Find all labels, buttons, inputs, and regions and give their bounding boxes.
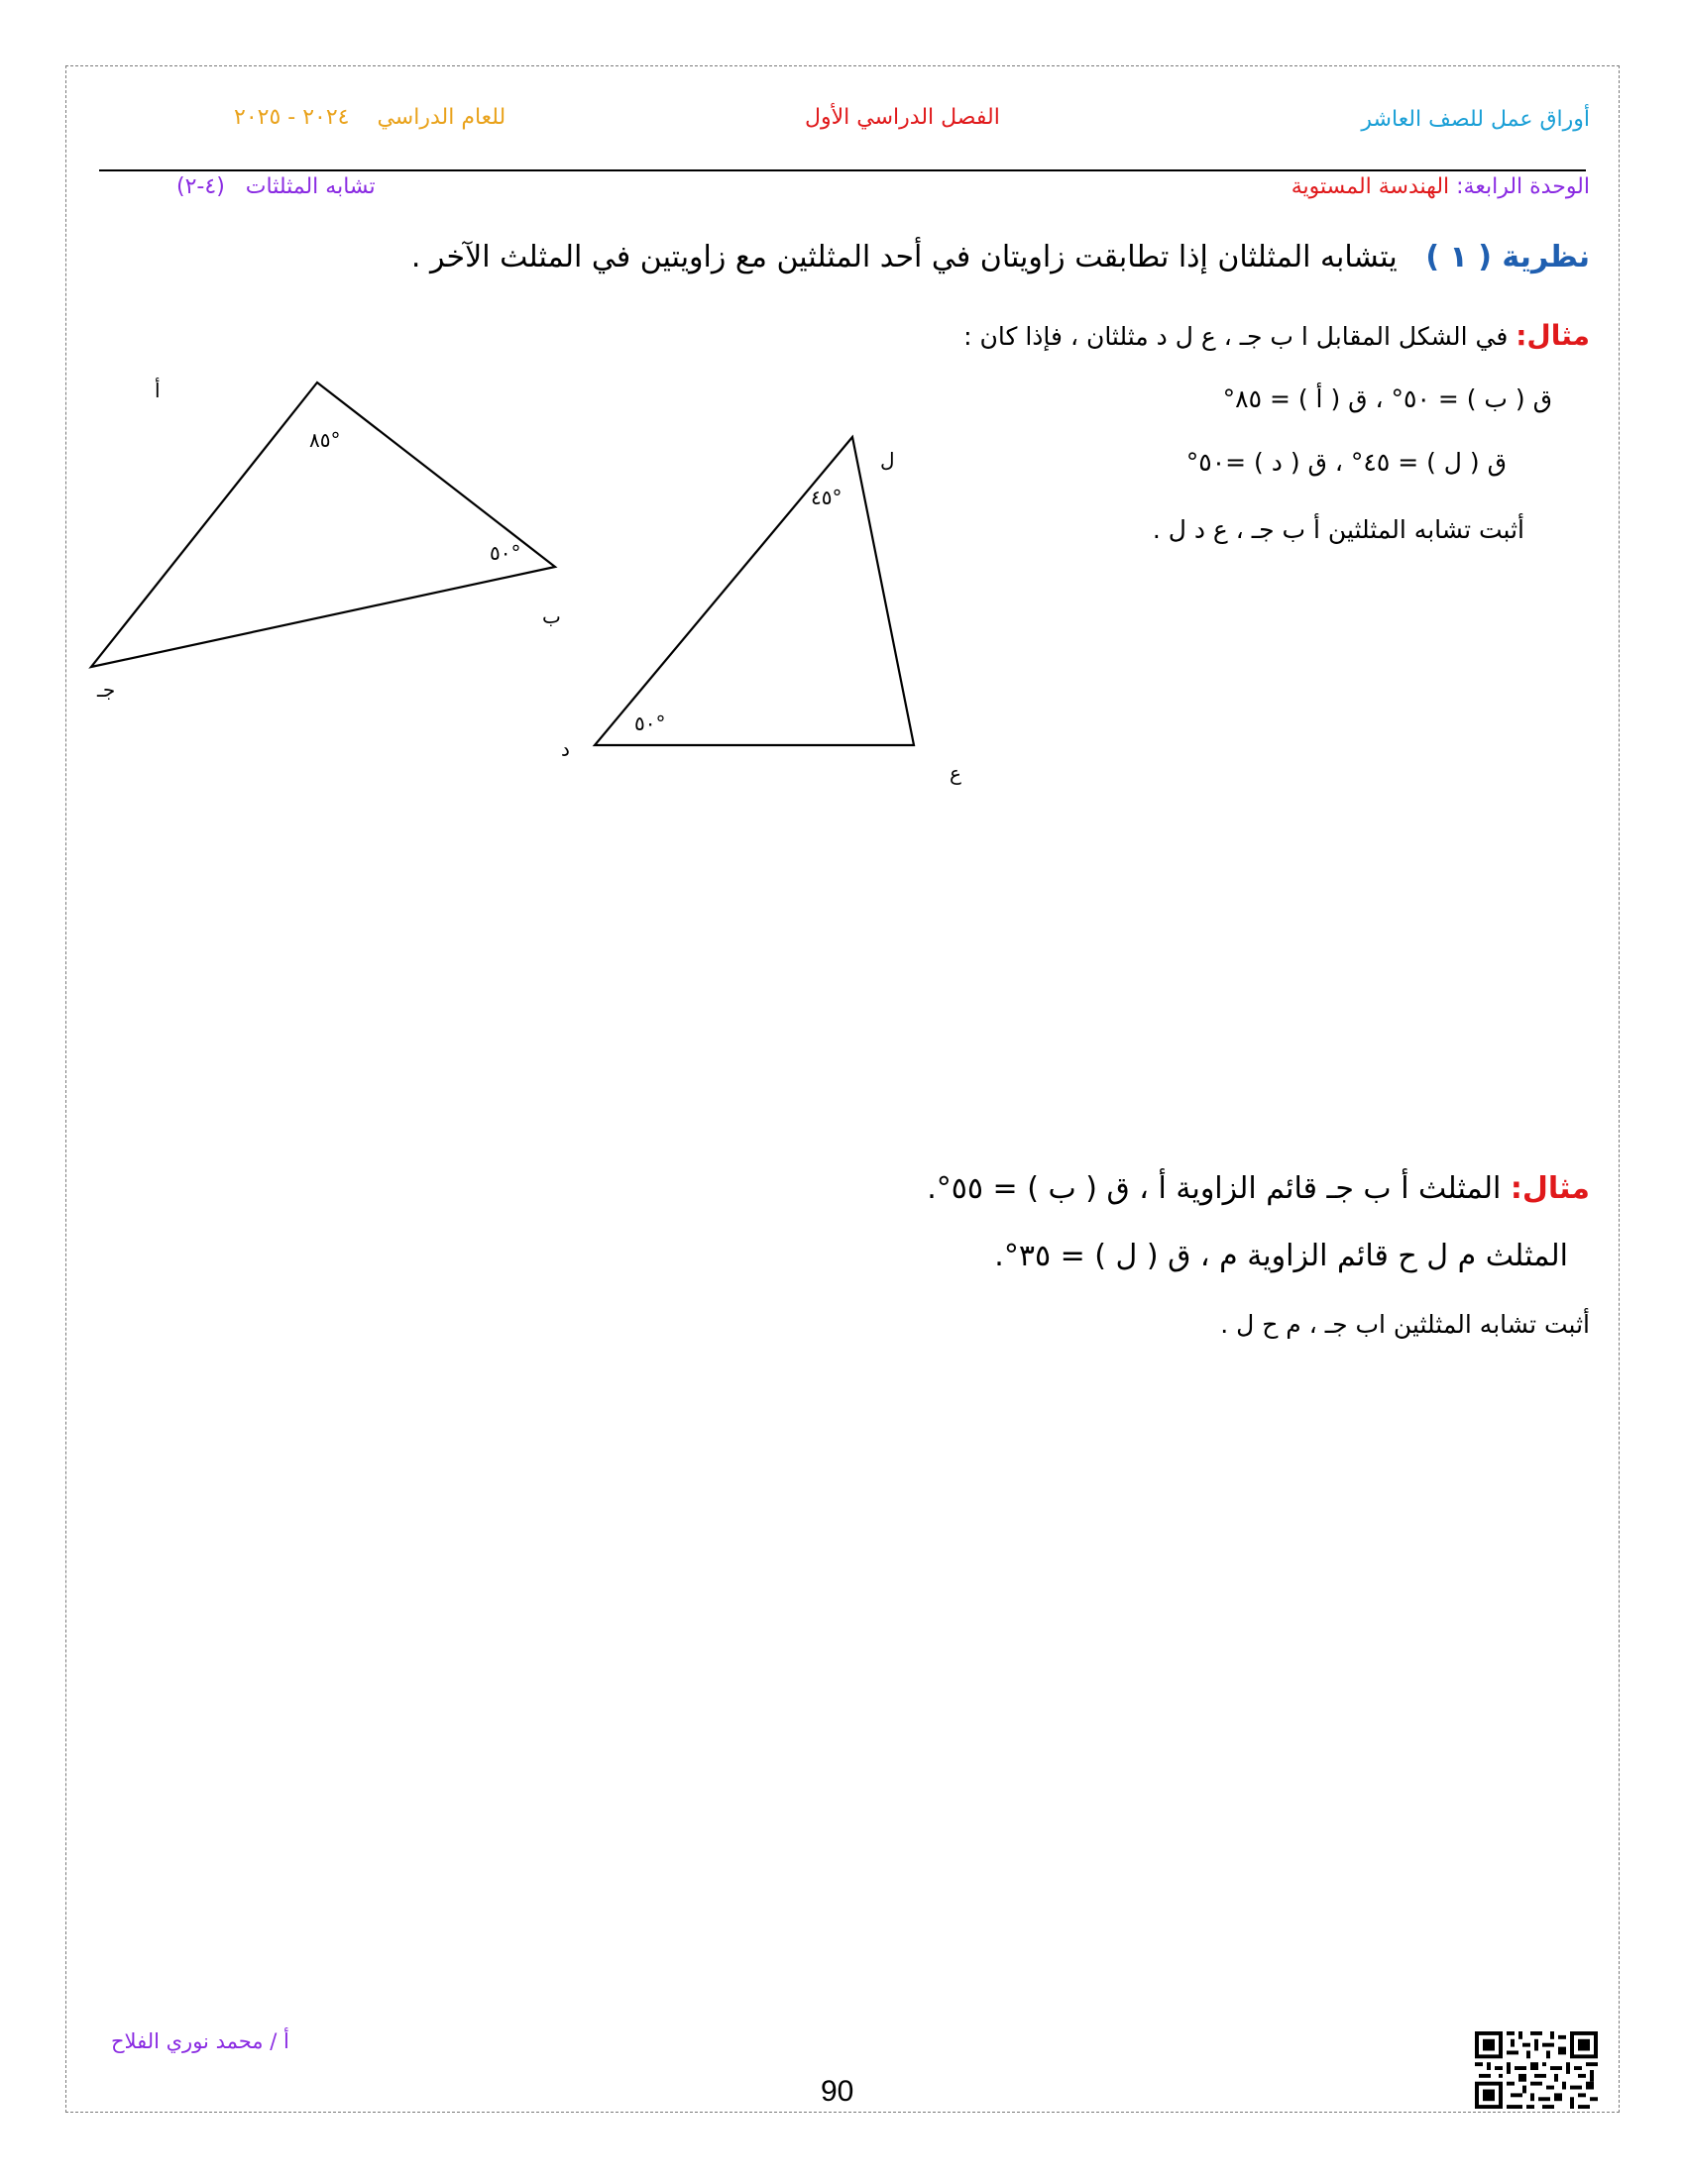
angle-d-label: ٥٠° xyxy=(634,711,666,735)
triangle-lde xyxy=(595,437,914,745)
school-year-label: للعام الدراسي xyxy=(377,105,506,130)
theorem-label: نظرية ( ١ ) xyxy=(1425,240,1590,274)
angle-l-label: ٤٥° xyxy=(811,486,842,509)
semester-label: الفصل الدراسي الأول xyxy=(805,105,1000,130)
unit-prefix: الوحدة الرابعة: xyxy=(1456,174,1590,199)
example2-line-2: المثلث م ل ح قائم الزاوية م ، ق ( ل ) = ٣٥°. xyxy=(994,1239,1568,1273)
vertex-c-label: جـ xyxy=(97,678,116,702)
vertex-b-label: ب xyxy=(542,604,561,628)
example2-label: مثال: xyxy=(1510,1171,1590,1206)
example1-intro-line xyxy=(963,319,1590,352)
lesson-name: تشابه المثلثات xyxy=(245,174,376,199)
angle-b-label: ٥٠° xyxy=(490,541,521,565)
example1-intro: في الشكل المقابل ا ب جـ ، ع ل د مثلثان ، فإذا كان : xyxy=(963,322,1509,351)
angle-a-label: ٨٥° xyxy=(309,428,341,452)
vertex-d-label: د xyxy=(561,737,570,761)
qr-code xyxy=(1475,2031,1598,2109)
author-name: أ / محمد نوري الفلاح xyxy=(111,2029,289,2053)
example1-task: أثبت تشابه المثلثين أ ب جـ ، ع د ل . xyxy=(1152,515,1524,544)
example2-line-1 xyxy=(927,1171,1590,1206)
example2-text-1: المثلث أ ب جـ قائم الزاوية أ ، ق ( ب ) = ٥٥°. xyxy=(927,1171,1502,1206)
lesson-code: (٤-٢) xyxy=(176,174,225,199)
page-number: 90 xyxy=(821,2075,854,2108)
example1-label: مثال: xyxy=(1516,319,1590,352)
worksheet-title: أوراق عمل للصف العاشر xyxy=(1361,107,1590,132)
vertex-e-label: ع xyxy=(950,761,961,785)
triangles-figure xyxy=(0,0,991,793)
vertex-l-label: ل xyxy=(880,448,895,472)
example1-given-1: ق ( ب ) = ٥٠° ، ق ( أ ) = ٨٥° xyxy=(1222,384,1552,413)
example2-task: أثبت تشابه المثلثين اب جـ ، م ح ل . xyxy=(1220,1310,1590,1339)
theorem-text: يتشابه المثلثان إذا تطابقت زاويتان في أحد المثلثين مع زاويتين في المثلث الآخر . xyxy=(410,240,1398,274)
school-year-value: ٢٠٢٤ - ٢٠٢٥ xyxy=(234,105,350,130)
example1-given-2: ق ( ل ) = ٤٥° ، ق ( د ) =٥٠° xyxy=(1185,448,1507,477)
unit-title xyxy=(1292,174,1590,199)
unit-name: الهندسة المستوية xyxy=(1291,174,1450,199)
triangle-abc xyxy=(91,382,555,667)
vertex-a-label: أ xyxy=(155,379,161,402)
